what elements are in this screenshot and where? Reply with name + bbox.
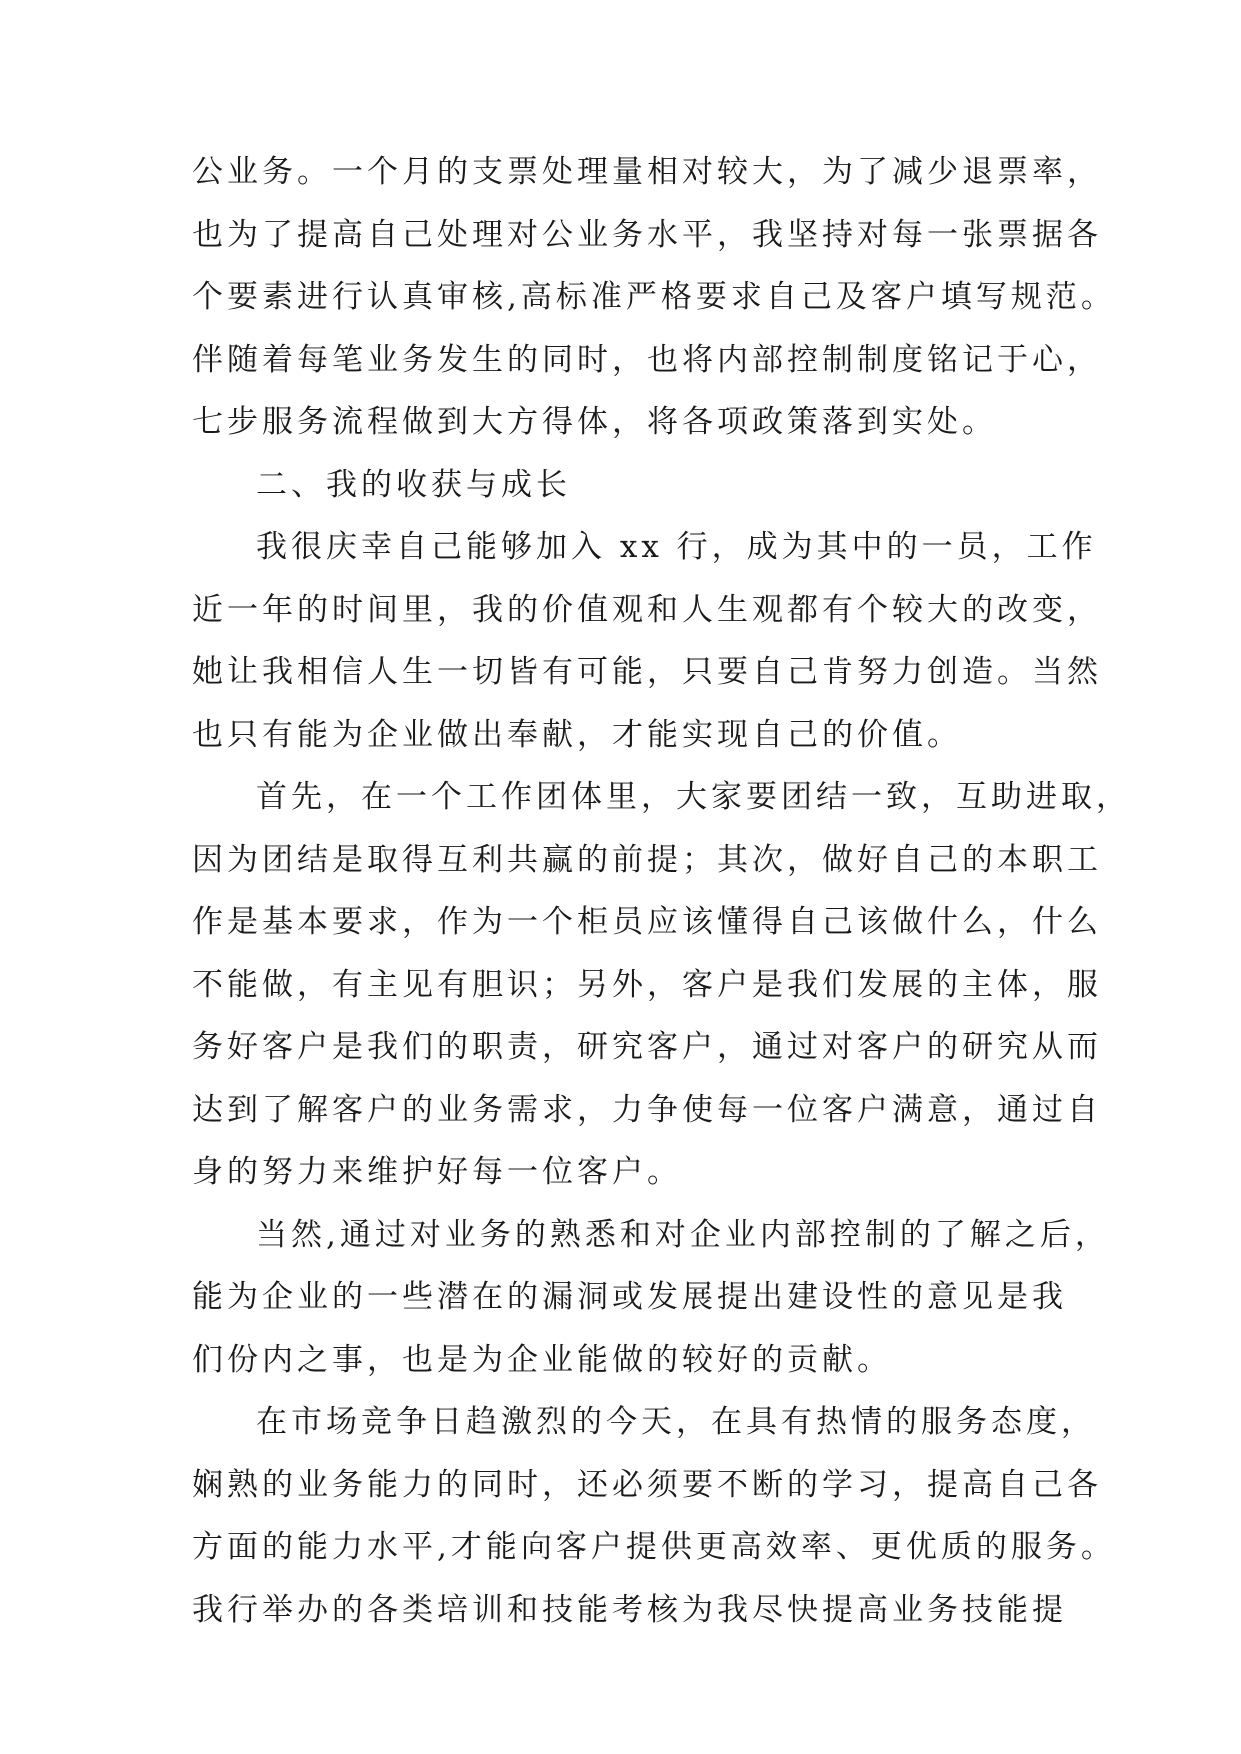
text-line: 我行举办的各类培训和技能考核为我尽快提高业务技能提 <box>192 1592 1067 1628</box>
text-line: 方面的能力水平,才能向客户提供更高效率、更优质的服务。 <box>192 1529 1116 1565</box>
text-line: 能为企业的一些潜在的漏洞或发展提出建设性的意见是我 <box>192 1279 1067 1315</box>
text-line: 我很庆幸自己能够加入 xx 行，成为其中的一员，工作 <box>256 529 1097 565</box>
text-line: 务好客户是我们的职责，研究客户，通过对客户的研究从而 <box>192 1029 1102 1065</box>
text-line: 达到了解客户的业务需求，力争使每一位客户满意，通过自 <box>192 1092 1102 1128</box>
section-heading: 二、我的收获与成长 <box>256 467 571 503</box>
text-line: 她让我相信人生一切皆有可能，只要自己肯努力创造。当然 <box>192 654 1102 690</box>
text-line: 近一年的时间里，我的价值观和人生观都有个较大的改变， <box>192 592 1102 628</box>
text-line: 也为了提高自己处理对公业务水平，我坚持对每一张票据各 <box>192 217 1102 253</box>
text-line: 当然,通过对业务的熟悉和对企业内部控制的了解之后， <box>256 1217 1110 1253</box>
text-line: 因为团结是取得互利共赢的前提；其次，做好自己的本职工 <box>192 842 1102 878</box>
text-line: 公业务。一个月的支票处理量相对较大，为了减少退票率， <box>192 154 1102 190</box>
text-line: 作是基本要求，作为一个柜员应该懂得自己该做什么，什么 <box>192 904 1102 940</box>
text-line: 娴熟的业务能力的同时，还必须要不断的学习，提高自己各 <box>192 1467 1102 1503</box>
text-line: 首先，在一个工作团体里，大家要团结一致，互助进取， <box>256 779 1131 815</box>
text-line: 也只有能为企业做出奉献，才能实现自己的价值。 <box>192 717 962 753</box>
text-line: 个要素进行认真审核,高标准严格要求自己及客户填写规范。 <box>192 279 1116 315</box>
text-line: 不能做，有主见有胆识；另外，客户是我们发展的主体，服 <box>192 967 1102 1003</box>
text-line: 们份内之事，也是为企业能做的较好的贡献。 <box>192 1342 892 1378</box>
text-line: 伴随着每笔业务发生的同时，也将内部控制制度铭记于心， <box>192 342 1102 378</box>
text-line: 七步服务流程做到大方得体，将各项政策落到实处。 <box>192 404 997 440</box>
text-line: 身的努力来维护好每一位客户。 <box>192 1154 682 1190</box>
text-line: 在市场竞争日趋激烈的今天，在具有热情的服务态度， <box>256 1404 1096 1440</box>
